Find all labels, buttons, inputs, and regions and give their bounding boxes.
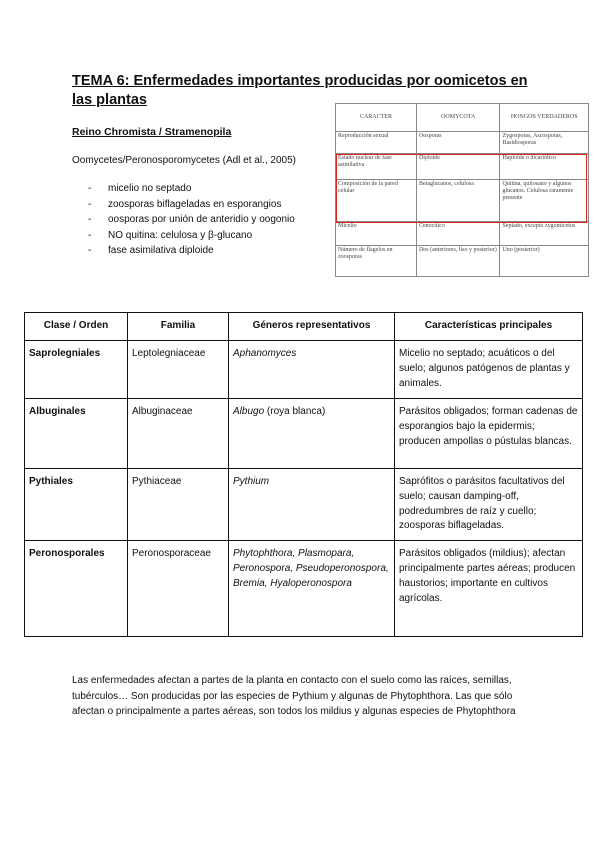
table-cell: Diploide [416, 154, 499, 180]
table-cell: Micelio [336, 222, 417, 246]
order-cell: Peronosporales [25, 541, 128, 637]
table-cell: Estado nuclear de fase asimilativa [336, 154, 417, 180]
table-row [25, 469, 583, 541]
table-cell: Haploide o dicariótico [500, 154, 589, 180]
genera-cell [229, 399, 395, 469]
genera-note: (roya blanca) [264, 406, 326, 417]
list-item: - micelio no septado [88, 181, 295, 197]
table-header: Géneros representativos [229, 313, 395, 341]
table-header: OOMYCOTA [416, 104, 499, 132]
order-cell: Saprolegniales [25, 341, 128, 399]
genera-cell [229, 341, 395, 399]
table-header: CARACTER [336, 104, 417, 132]
orders-table [24, 312, 583, 637]
kingdom-subtitle: Reino Chromista / Stramenopila [72, 126, 232, 138]
table-header: Características principales [395, 313, 583, 341]
family-cell: Albuginaceae [128, 399, 229, 469]
highlight-box [336, 154, 587, 223]
order-cell: Pythiales [25, 469, 128, 541]
genera-name: Aphanomyces [233, 348, 297, 359]
genera-name: Pythium [233, 476, 270, 487]
features-cell: Saprófitos o parásitos facultativos del suelo; causan damping-off, podredumbres de raíz y cuello; zoosporas biflageladas. [395, 469, 583, 541]
table-header: Familia [128, 313, 229, 341]
table-header: Clase / Orden [25, 313, 128, 341]
table-cell: Cenocítico [416, 222, 499, 246]
genera-name: Albugo [233, 406, 265, 417]
table-cell: Betaglucanos, celulosa [416, 180, 499, 222]
characteristics-list [88, 181, 295, 259]
family-cell: Peronosporaceae [128, 541, 229, 637]
features-cell: Parásitos obligados (mildius); afectan principalmente partes aéreas; producen haustorios; importante en cultivos agrícolas. [395, 541, 583, 637]
genera-name: Phytophthora, Plasmopara, Peronospora, Pseudoperonospora, Bremia, Hyaloperonospora [233, 548, 389, 589]
list-item: - NO quitina: celulosa y β-glucano [88, 228, 295, 244]
table-row [25, 399, 583, 469]
list-item: - zoosporas biflageladas en esporangios [88, 197, 295, 213]
taxonomy-line: Oomycetes/Peronosporomycetes (Adl et al., 2005) [72, 155, 296, 166]
table-cell: Septado, excepto zygomicetos [500, 222, 589, 246]
page-title: TEMA 6: Enfermedades importantes producidas por oomicetos en las plantas [72, 73, 528, 108]
table-row [25, 541, 583, 637]
table-cell: Uno (posterior) [500, 246, 589, 277]
list-item: - oosporas por unión de anteridio y oogonio [88, 212, 295, 228]
table-cell: Composición de la pared celular [336, 180, 417, 222]
table-cell: Quitina, quitosano y algunos glucanos. Celulosa raramente presente [500, 180, 589, 222]
genera-cell [229, 469, 395, 541]
table-cell: Zygosporas, Ascosporas, Basidiosporas [500, 132, 589, 154]
footer-paragraph: Las enfermedades afectan a partes de la planta en contacto con el suelo como las raíces, semillas, tubérculos… Son producidas por las especies de Pythium y algunas de Phytophthora. Las que sólo afectan o principalmente a partes aéreas, son todos los mildius y algunas especies de Phytophthora [72, 675, 516, 717]
table-row [25, 341, 583, 399]
family-cell: Leptolegniaceae [128, 341, 229, 399]
features-cell: Parásitos obligados; forman cadenas de esporangios bajo la epidermis; producen ampollas o pústulas blancas. [395, 399, 583, 469]
list-item: - fase asimilativa diploide [88, 243, 295, 259]
features-cell: Micelio no septado; acuáticos o del suelo; algunos patógenos de plantas y animales. [395, 341, 583, 399]
genera-cell [229, 541, 395, 637]
table-header: HONGOS VERDADEROS [500, 104, 589, 132]
table-cell: Número de flagelos en zoosporas [336, 246, 417, 277]
family-cell: Pythiaceae [128, 469, 229, 541]
table-cell: Oosporas [416, 132, 499, 154]
table-cell: Dos (anteriores, liso y posterior) [416, 246, 499, 277]
order-cell: Albuginales [25, 399, 128, 469]
table-cell: Reproducción sexual [336, 132, 417, 154]
comparison-table-image [335, 103, 589, 277]
